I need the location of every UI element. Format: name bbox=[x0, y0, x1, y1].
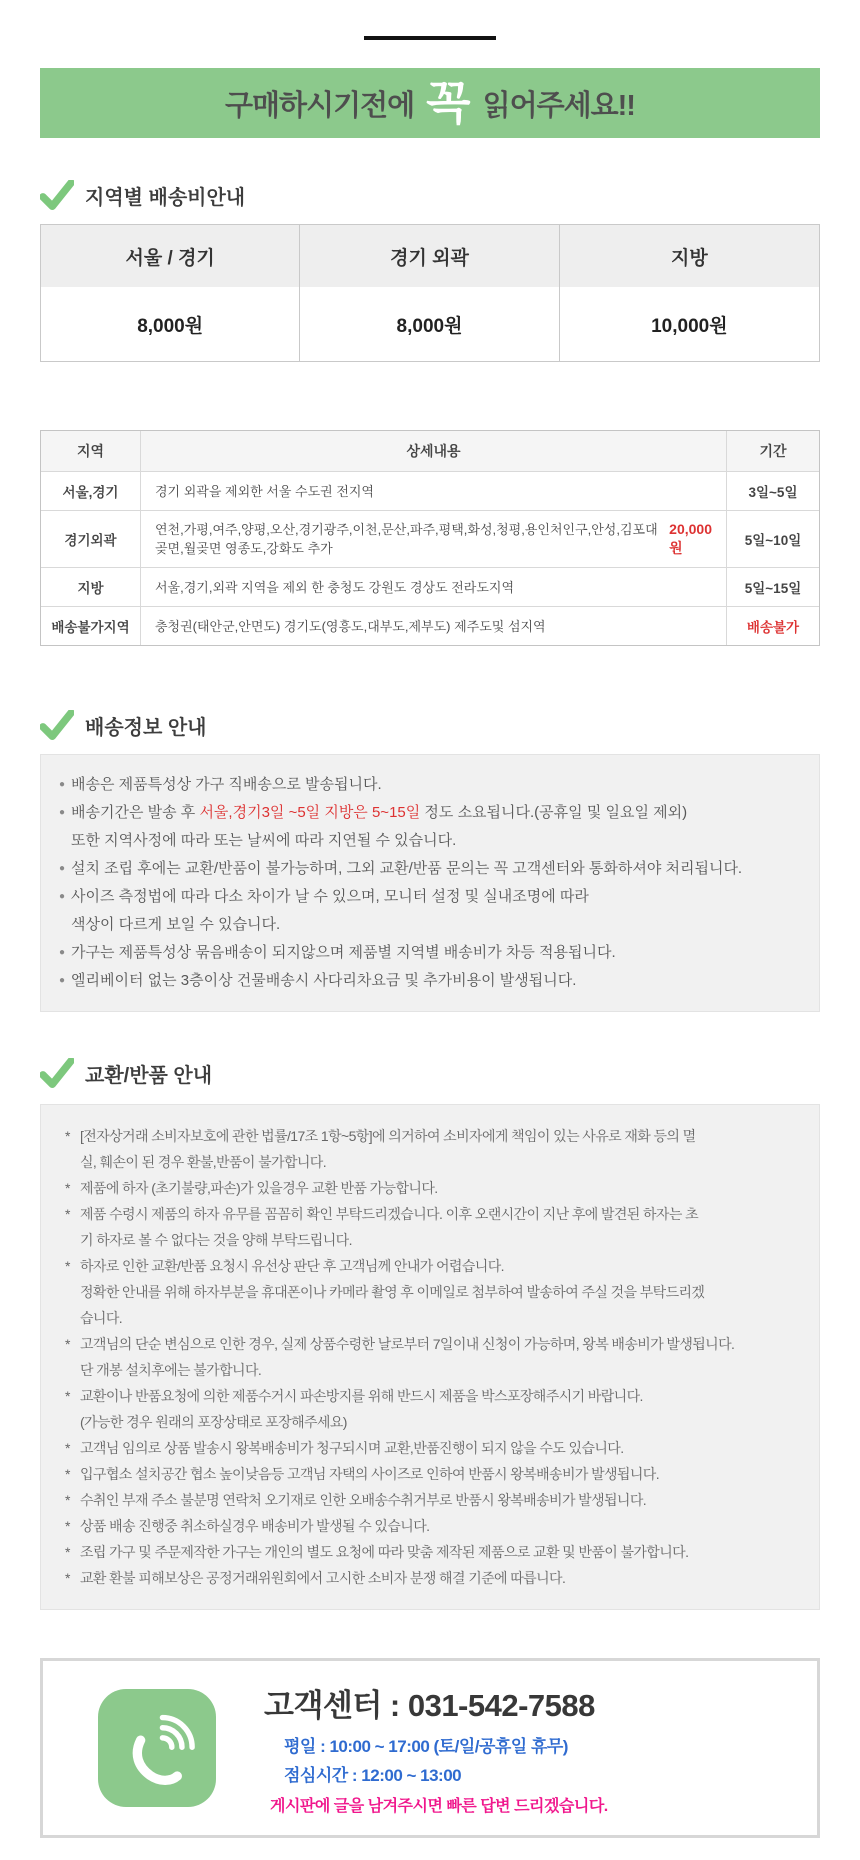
customer-center-phone: 고객센터 : 031-542-7588 bbox=[264, 1688, 595, 1723]
asterisk-icon: * bbox=[65, 1388, 70, 1404]
table-row bbox=[41, 606, 819, 645]
detail-header-period: 기간 bbox=[759, 443, 787, 459]
info-text: 배송은 제품특성상 가구 직배송으로 발송됩니다. bbox=[71, 776, 382, 793]
customer-center-box bbox=[40, 1658, 820, 1838]
exchange-text: 교환이나 반품요청에 의한 제품수거시 파손방지를 위해 반드시 제품을 박스포장해주시기 바랍니다. bbox=[80, 1388, 643, 1404]
fee-table-value-cell: 10,000원 bbox=[560, 287, 819, 361]
customer-center-hours: 평일 : 10:00 ~ 17:00 (토/일/공휴일 휴무) bbox=[284, 1737, 568, 1756]
exchange-return-box bbox=[40, 1104, 820, 1610]
list-item bbox=[59, 855, 801, 883]
period-text: 배송불가 bbox=[746, 620, 800, 635]
bullet-icon: ● bbox=[59, 947, 66, 958]
exchange-text: 조립 가구 및 주문제작한 가구는 개인의 별도 요청에 따라 맞춤 제작된 제품으로 교환 및 반품이 불가합니다. bbox=[80, 1544, 689, 1560]
info-text-after: 정도 소요됩니다.(공휴일 및 일요일 제외) bbox=[420, 804, 688, 821]
exchange-text: [전자상거래 소비자보호에 관한 법률/17조 1항~5항]에 의거하여 소비자에게 책임이 있는 사유로 재화 등의 멸 bbox=[80, 1128, 696, 1144]
fee-table-header-cell: 지방 bbox=[560, 225, 819, 287]
period-cell bbox=[727, 568, 819, 606]
top-divider bbox=[364, 36, 496, 40]
detail-text: 서울,경기,외곽 지역을 제외 한 충청도 강원도 경상도 전라도지역 bbox=[155, 579, 515, 595]
asterisk-icon: * bbox=[65, 1466, 70, 1482]
exchange-text: 입구협소 설치공간 협소 높이낮음등 고객님 자택의 사이즈로 인하여 반품시 왕복배송비가 발생됩니다. bbox=[80, 1466, 659, 1482]
asterisk-icon: * bbox=[65, 1492, 70, 1508]
check-icon bbox=[40, 180, 74, 210]
detail-text: 연천,가평,여주,양평,오산,경기광주,이천,문산,파주,평택,화성,청평,용인처인구,안성,김포대곶면,월곶면 영종도,강화도 추가 bbox=[155, 522, 658, 556]
section-title-shipping-info bbox=[40, 710, 820, 740]
asterisk-icon: * bbox=[65, 1518, 70, 1534]
shipping-notice-page bbox=[40, 36, 820, 1838]
list-item bbox=[65, 1539, 795, 1565]
list-item bbox=[65, 1123, 795, 1149]
fee-table-value-cell: 8,000원 bbox=[41, 287, 300, 361]
info-text: 사이즈 측정법에 따라 다소 차이가 날 수 있으며, 모니터 설정 및 실내조명에 따라 bbox=[71, 888, 589, 905]
list-item bbox=[59, 799, 801, 827]
detail-red-text: 20,000원 bbox=[669, 521, 712, 556]
list-item bbox=[65, 1227, 795, 1253]
exchange-text: 단 개봉 설치후에는 불가합니다. bbox=[80, 1362, 262, 1378]
info-text: 엘리베이터 없는 3층이상 건물배송시 사다리차요금 및 추가비용이 발생됩니다. bbox=[71, 972, 577, 989]
exchange-text: 제품에 하자 (초기불량,파손)가 있을경우 교환 반품 가능합니다. bbox=[80, 1180, 438, 1196]
asterisk-icon: * bbox=[65, 1336, 70, 1352]
customer-center-lunch: 점심시간 : 12:00 ~ 13:00 bbox=[284, 1766, 462, 1785]
period-cell bbox=[727, 472, 819, 510]
asterisk-icon: * bbox=[65, 1180, 70, 1196]
info-text: 배송기간은 발송 후 bbox=[71, 804, 200, 821]
fee-table-value-row bbox=[41, 287, 819, 361]
exchange-text: 수취인 부재 주소 불분명 연락처 오기재로 인한 오배송수취거부로 반품시 왕복배송비가 발생됩니다. bbox=[80, 1492, 647, 1508]
banner-text-after: 읽어주세요!! bbox=[482, 89, 635, 122]
period-cell bbox=[727, 511, 819, 567]
exchange-text: (가능한 경우 원래의 포장상태로 포장해주세요) bbox=[80, 1414, 347, 1430]
period-cell bbox=[727, 607, 819, 645]
section-title-exchange-return bbox=[40, 1058, 820, 1088]
fee-table-header-cell: 서울 / 경기 bbox=[41, 225, 300, 287]
exchange-text: 정확한 안내를 위해 하자부분을 휴대폰이나 카메라 촬영 후 이메일로 첨부하여 발송하여 주실 것을 부탁드리겠 bbox=[80, 1284, 705, 1300]
detail-header-region: 지역 bbox=[41, 431, 141, 471]
region-cell: 경기외곽 bbox=[41, 511, 141, 567]
bullet-icon: ● bbox=[59, 779, 66, 790]
region-cell: 지방 bbox=[41, 568, 141, 606]
customer-center-board-notice: 게시판에 글을 남겨주시면 빠른 답변 드리겠습니다. bbox=[270, 1798, 608, 1815]
list-item bbox=[65, 1513, 795, 1539]
list-item bbox=[65, 1435, 795, 1461]
list-item bbox=[65, 1279, 795, 1305]
bullet-icon: ● bbox=[59, 807, 66, 818]
exchange-text: 실, 훼손이 된 경우 환불,반품이 불가합니다. bbox=[80, 1154, 327, 1170]
banner-text-before: 구매하시기전에 bbox=[225, 89, 415, 122]
table-row bbox=[41, 510, 819, 567]
list-item bbox=[65, 1383, 795, 1409]
list-item bbox=[65, 1487, 795, 1513]
notice-banner bbox=[40, 68, 820, 138]
list-item bbox=[59, 911, 801, 939]
exchange-text: 교환 환불 피해보상은 공정거래위원회에서 고시한 소비자 분쟁 해결 기준에 따릅니다. bbox=[80, 1570, 566, 1586]
list-item bbox=[65, 1565, 795, 1591]
asterisk-icon: * bbox=[65, 1128, 70, 1144]
asterisk-icon: * bbox=[65, 1440, 70, 1456]
detail-table-body bbox=[41, 471, 819, 645]
region-cell: 서울,경기 bbox=[41, 472, 141, 510]
detail-text: 충청권(태안군,안면도) 경기도(영흥도,대부도,제부도) 제주도및 섬지역 bbox=[155, 618, 546, 634]
exchange-text: 고객님 임의로 상품 발송시 왕복배송비가 청구되시며 교환,반품진행이 되지 않을 수도 있습니다. bbox=[80, 1440, 624, 1456]
table-row bbox=[41, 567, 819, 606]
exchange-text: 기 하자로 볼 수 없다는 것을 양해 부탁드립니다. bbox=[80, 1232, 352, 1248]
list-item bbox=[65, 1201, 795, 1227]
check-icon bbox=[40, 710, 74, 740]
customer-center-text bbox=[264, 1680, 608, 1816]
list-item bbox=[65, 1149, 795, 1175]
exchange-text: 하자로 인한 교환/반품 요청시 유선상 판단 후 고객님께 안내가 어렵습니다. bbox=[80, 1258, 504, 1274]
info-text: 또한 지역사정에 따라 또는 날씨에 따라 지연될 수 있습니다. bbox=[71, 832, 457, 849]
banner-highlight: 꼭 bbox=[426, 77, 471, 129]
detail-text: 경기 외곽을 제외한 서울 수도권 전지역 bbox=[155, 483, 374, 499]
list-item bbox=[65, 1409, 795, 1435]
asterisk-icon: * bbox=[65, 1544, 70, 1560]
table-row bbox=[41, 471, 819, 510]
region-detail-table bbox=[40, 430, 820, 646]
detail-cell bbox=[141, 568, 727, 606]
period-text: 5일~10일 bbox=[744, 533, 802, 548]
info-red-text: 서울,경기3일 ~5일 지방은 5~15일 bbox=[199, 804, 421, 821]
info-text: 가구는 제품특성상 묶음배송이 되지않으며 제품별 지역별 배송비가 차등 적용됩니다. bbox=[71, 944, 616, 961]
detail-header-detail: 상세내용 bbox=[141, 431, 727, 471]
period-text: 5일~15일 bbox=[744, 581, 802, 596]
list-item bbox=[65, 1175, 795, 1201]
info-text: 색상이 다르게 보일 수 있습니다. bbox=[71, 916, 281, 933]
list-item bbox=[65, 1305, 795, 1331]
list-item bbox=[65, 1357, 795, 1383]
check-icon bbox=[40, 1058, 74, 1088]
list-item bbox=[59, 883, 801, 911]
period-text: 3일~5일 bbox=[748, 485, 798, 500]
asterisk-icon: * bbox=[65, 1258, 70, 1274]
fee-table-header-row bbox=[41, 225, 819, 287]
exchange-text: 습니다. bbox=[80, 1310, 123, 1326]
detail-cell bbox=[141, 607, 727, 645]
list-item bbox=[59, 771, 801, 799]
fee-table-header-cell: 경기 외곽 bbox=[300, 225, 559, 287]
fee-table-value-cell: 8,000원 bbox=[300, 287, 559, 361]
section-title-label: 교환/반품 안내 bbox=[85, 1064, 213, 1087]
bullet-icon: ● bbox=[59, 975, 66, 986]
exchange-text: 상품 배송 진행중 취소하실경우 배송비가 발생될 수 있습니다. bbox=[80, 1518, 430, 1534]
list-item bbox=[59, 939, 801, 967]
detail-cell bbox=[141, 472, 727, 510]
list-item bbox=[65, 1253, 795, 1279]
phone-icon bbox=[98, 1689, 216, 1807]
bullet-icon: ● bbox=[59, 863, 66, 874]
asterisk-icon: * bbox=[65, 1206, 70, 1222]
asterisk-icon: * bbox=[65, 1570, 70, 1586]
detail-cell bbox=[141, 511, 727, 567]
section-title-label: 배송정보 안내 bbox=[85, 716, 207, 739]
list-item bbox=[59, 827, 801, 855]
exchange-text: 제품 수령시 제품의 하자 유무를 꼼꼼히 확인 부탁드리겠습니다. 이후 오랜시간이 지난 후에 발견된 하자는 초 bbox=[80, 1206, 698, 1222]
shipping-info-box bbox=[40, 754, 820, 1012]
exchange-text: 고객님의 단순 변심으로 인한 경우, 실제 상품수령한 날로부터 7일이내 신청이 가능하며, 왕복 배송비가 발생됩니다. bbox=[80, 1336, 735, 1352]
detail-table-header-row bbox=[41, 431, 819, 471]
section-title-label: 지역별 배송비안내 bbox=[85, 186, 246, 209]
region-fee-table bbox=[40, 224, 820, 362]
list-item bbox=[65, 1331, 795, 1357]
info-text: 설치 조립 후에는 교환/반품이 불가능하며, 그외 교환/반품 문의는 꼭 고객센터와 통화하셔야 처리됩니다. bbox=[71, 860, 743, 877]
region-cell: 배송불가지역 bbox=[41, 607, 141, 645]
list-item bbox=[65, 1461, 795, 1487]
bullet-icon: ● bbox=[59, 891, 66, 902]
section-title-region-fee bbox=[40, 180, 820, 210]
list-item bbox=[59, 967, 801, 995]
